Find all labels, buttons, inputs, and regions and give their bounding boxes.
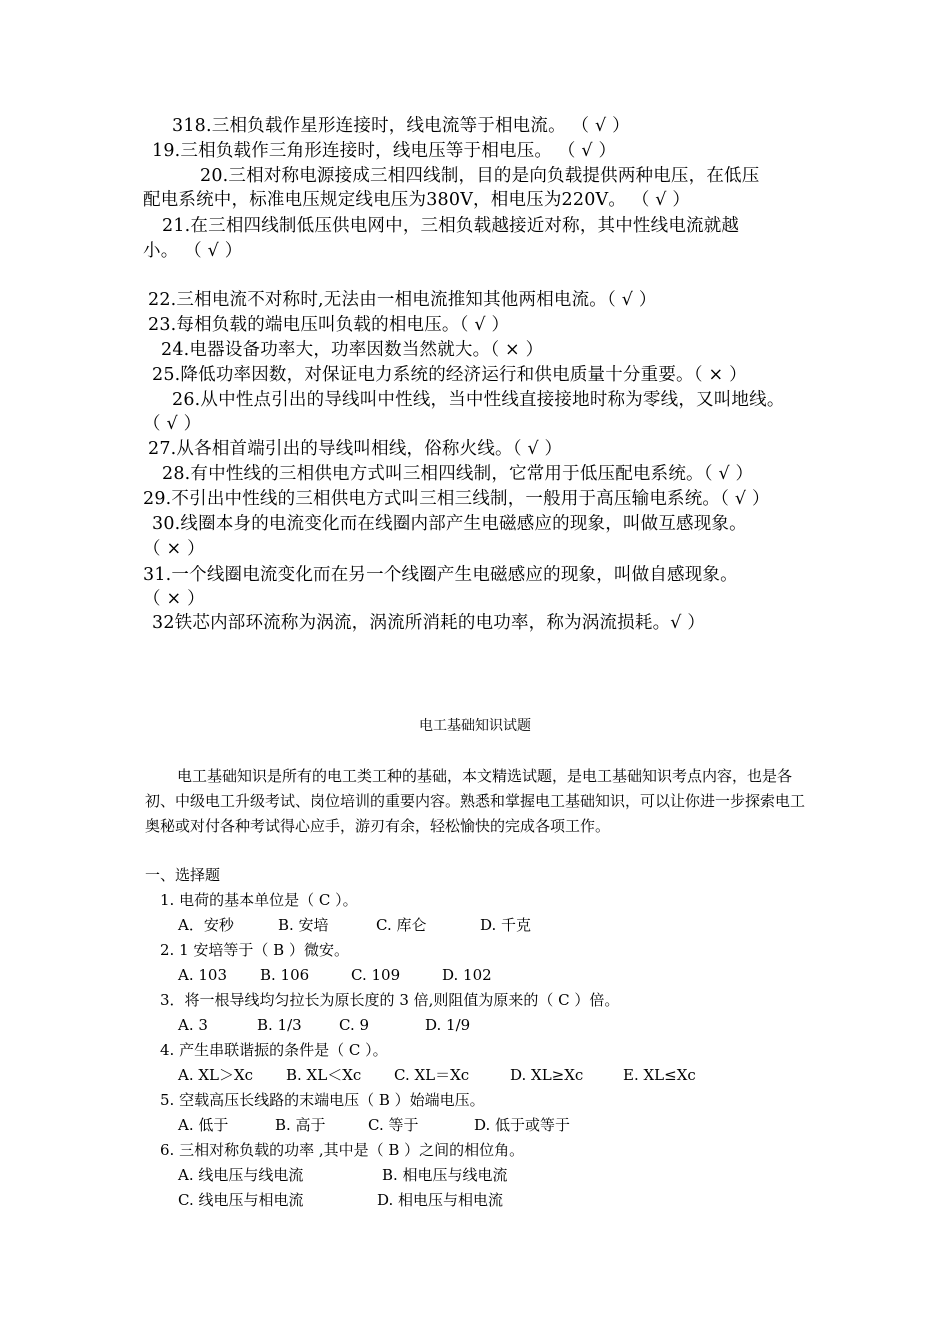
question-2: 2. 1 安培等于（ B ）微安。 [160,941,349,959]
question-6-options-row1 [178,1164,508,1186]
question-1: 1. 电荷的基本单位是（ C ）。 [160,891,358,909]
judgment-22: 22.三相电流不对称时,无法由一相电流推知其他两相电流。（ √ ） [148,290,657,310]
judgment-25: 25.降低功率因数，对保证电力系统的经济运行和供电质量十分重要。（ × ） [152,365,747,385]
section-heading: 一、选择题 [145,866,221,884]
question-5-options [178,1114,570,1136]
option-a: A. 低于 [178,1116,229,1134]
option-a: A. 线电压与线电流 [178,1166,304,1184]
question-3-options [178,1014,470,1036]
question-2-options [178,964,492,986]
option-b: B. 高于 [275,1116,326,1134]
document-title: 电工基础知识试题 [419,718,531,734]
question-4: 4. 产生串联谐振的条件是（ C ）。 [160,1041,388,1059]
option-d: D. 千克 [480,916,532,934]
option-c: C. 库仑 [376,916,427,934]
option-d: D. 102 [442,966,492,984]
question-3: 3．将一根导线均匀拉长为原长度的 3 倍,则阻值为原来的（ C ）倍。 [160,991,620,1009]
option-c: C. XL＝Xc [394,1066,470,1084]
option-a: A. 3 [178,1016,208,1034]
option-a: A. 103 [178,966,227,984]
option-d: D. 相电压与相电流 [377,1191,504,1209]
option-b: B. 相电压与线电流 [382,1166,508,1184]
judgment-21-line1: 21.在三相四线制低压供电网中，三相负载越接近对称，其中性线电流就越 [162,216,740,236]
judgment-30-line2: （ × ） [143,539,205,559]
judgment-30-line1: 30.线圈本身的电流变化而在线圈内部产生电磁感应的现象，叫做互感现象。 [152,514,747,534]
judgment-26-line1: 26.从中性点引出的导线叫中性线，当中性线直接接地时称为零线，又叫地线。 [172,390,785,410]
judgment-20-line2: 配电系统中，标准电压规定线电压为380V，相电压为220V。 （ √ ） [143,190,691,210]
question-5: 5. 空载高压长线路的末端电压（ B ）始端电压。 [160,1091,485,1109]
judgment-31-line2: （ × ） [143,589,205,609]
option-c: C. 线电压与相电流 [178,1191,304,1209]
option-a: A. XL＞Xc [178,1066,254,1084]
question-6-options-row2 [178,1189,503,1211]
option-b: B. 1/3 [257,1016,302,1034]
judgment-32: 32铁芯内部环流称为涡流，涡流所消耗的电功率，称为涡流损耗。√ ） [152,613,706,633]
option-d: D. 1/9 [425,1016,471,1034]
judgment-27: 27.从各相首端引出的导线叫相线，俗称火线。（ √ ） [148,439,563,459]
option-b: B. 106 [260,966,310,984]
judgment-23: 23.每相负载的端电压叫负载的相电压。（ √ ） [148,315,510,335]
judgment-19: 19.三相负载作三角形连接时，线电压等于相电压。 （ √ ） [152,141,617,161]
option-c: C. 等于 [368,1116,419,1134]
option-b: B. 安培 [278,916,329,934]
option-c: C. 109 [351,966,401,984]
question-6: 6. 三相对称负载的功率 ,其中是（ B ）之间的相位角。 [160,1141,525,1159]
option-b: B. XL＜Xc [286,1066,362,1084]
option-d: D. 低于或等于 [474,1116,571,1134]
option-c: C. 9 [339,1016,370,1034]
intro-paragraph: 电工基础知识是所有的电工类工种的基础，本文精选试题，是电工基础知识考点内容，也是各初、中级电工升级考试、岗位培训的重要内容。熟悉和掌握电工基础知识，可以让你进一步探索电工奥秘或对付各种考试得心应手，游刃有余，轻松愉快的完成各项工作。 [145,767,806,835]
judgment-318: 318.三相负载作星形连接时，线电流等于相电流。 （ √ ） [172,116,630,136]
question-1-options [178,914,531,936]
judgment-29: 29.不引出中性线的三相供电方式叫三相三线制，一般用于高压输电系统。（ √ ） [143,489,770,509]
judgment-28: 28.有中性线的三相供电方式叫三相四线制，它常用于低压配电系统。（ √ ） [162,464,754,484]
option-d: D. XL≥Xc [510,1066,584,1084]
judgment-20-line1: 20.三相对称电源接成三相四线制，目的是向负载提供两种电压，在低压 [200,166,760,186]
judgment-26-line2: （ √ ） [143,414,202,434]
question-4-options [178,1064,696,1086]
judgment-21-line2: 小。 （ √ ） [143,241,243,261]
option-a: A．安秒 [178,916,234,934]
judgment-31-line1: 31.一个线圈电流变化而在另一个线圈产生电磁感应的现象，叫做自感现象。 [143,565,738,585]
option-e: E. XL≤Xc [623,1066,696,1084]
judgment-24: 24.电器设备功率大，功率因数当然就大。（ × ） [161,340,544,360]
